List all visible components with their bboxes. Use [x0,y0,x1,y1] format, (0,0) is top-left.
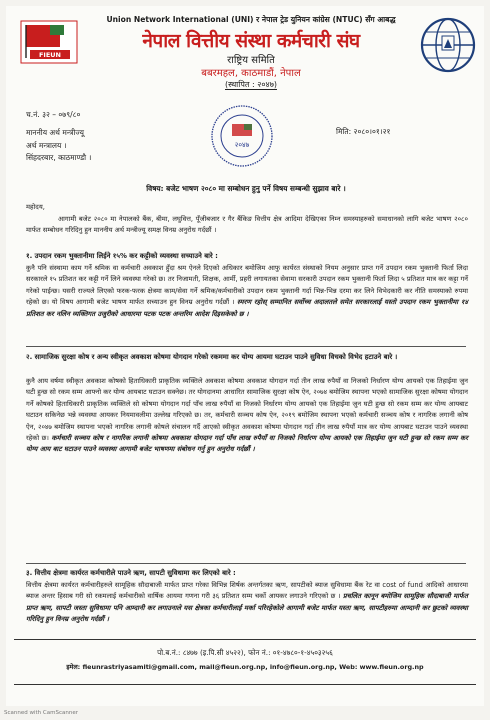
affiliation-line: Union Network International (UNI) र नेपाल ट्रेड युनियन कांग्रेस (NTUC) सँग आबद्ध [106,15,396,24]
globe-emblem-icon [416,14,480,76]
letter-subject: विषय: बजेट भाषण २०८० मा सम्बोधन हुनु पर्ने विषय सम्बन्धी सुझाव बारे । [146,184,346,193]
addressee-line: सिंहदरबार, काठमाण्डौ । [26,153,92,162]
section-2-text: कुनै आय वर्षमा स्वीकृत अवकाश कोषको हिताधिकारी प्राकृतिक व्यक्तिले अवकाश कोषमा अवकाश योगदान गर्दा तीन लाख रुपैयाँ वा निजको निर्धारण योग्य आयको एक तिहाईमा जुन घटी हुन्छ सो रकम सम्म आफ्नो कर योग्य आयबाट घटाउन सक्नेछ। तर योगदानमा आधारित सामाजिक सुरक्षा कोष ऐन, २०७४ बमोजिम स्थापना भएको सामाजिक सुरक्षा कोषमा योगदान गर्ने कोषको हिताधिकारी प्राकृतिक व्यक्तिले सो कोषमा योगदान गर्दा पाँच लाख रुपैयाँ वा निजको निर्धारण योग्य आयको एक तिहाईमा जुन घटी हुन्छ सो रकम सम्म कर योग्य आयबाट घटाउन सकिनेछ भन्ने व्यवस्था आयकर नियमावलीमा उल्लेख गरिएको छ। तर, कर्मचारी सञ्चय कोष ऐन, २०१९ बमोजिम स्थापना भएको कर्मचारी सञ्चय कोष र नागरिक लगानी कोष ऐन, २०४७ बमोजिम स्थापना भएको नागरिक लगानी कोषले संचालन गर्दै आएको स्वीकृत अवकाश कोषमा योगदान गर्दा तीन लाख रुपैयाँ मात्र कर योग्य आयबाट घटाउन पाउने व्यवस्था रहेको छ। [26,377,468,443]
section-2-emphasis: कर्मचारी सञ्चय कोष र नागरिक लगानी कोषमा अवकाश योगदान गर्दा पाँच लाख रुपैयाँ वा निजको निर्धारण योग्य आयको एक तिहाईमा जुन घटी हुन्छ सो रकम सम्म कर योग्य आय बाट घटाउन पाउने व्यवस्था आगामी बजेट भाषणमा संबोधन गर्नु हुन अनुरोध गर्दछौं । [26,434,468,454]
committee-name: राष्ट्रिय समिति [227,55,275,66]
section-divider [26,346,466,347]
official-seal-stamp-icon [210,104,274,168]
letter-page [6,6,484,706]
section-3-heading: ३. वित्तीय क्षेत्रमा कार्यरत कर्मचारीले पाउने ऋण, सापटी सुविधामा कर लिएको बारे : [26,569,236,577]
reference-number: च.नं. ३२ – ०७९/८० [26,110,81,119]
svg-text:FIEUN: FIEUN [38,51,62,59]
section-1-emphasis: स्मरण रहोस् सम्मानित सर्वोच्च अदालतले समेत सरकारलाई यस्तो उपदान रकम भुक्तानीमा १४ प्रतिशत कर नलिन व्यक्तिगत उजुरीको आधारमा पटक पटक अन्तरिम आदेश दिइसकेको छ । [26,298,468,318]
addressee-line: अर्थ मन्त्रालय । [26,140,67,150]
svg-text:२०४७: २०४७ [234,141,250,149]
section-divider [26,563,466,564]
footer-contact: पो.ब.नं.: ८४७७ (इ.पि.सी ४५२२), फोन नं.: ०१-४७८०-१-४५०३२५६ [157,648,333,657]
section-3-text: वित्तीय क्षेत्रमा कार्यरत कर्मचारीहरुले सामूहिक सौदाबाजी मार्फत प्राप्त गरेका विभिन्न शिर्षक अन्तर्गतका ऋण, सापटीको ब्याज सुविधामा बैंक रेट वा cost of fund आदिको आधारमा ब्याज अन्तर हिसाब गरी सो रकमलाई कर्मचारीको वार्षिक आयमा गणना गरी ३६ प्रतिशत सम्म चर्को आयकर लगाउने गरिएको छ । [26,581,468,601]
section-2-heading: २. सामाजिक सुरक्षा कोष र अन्य स्वीकृत अवकाश कोषमा योगदान गरेको रकममा कर योग्य आयमा घटाउन पाउने सुविधा विचको विभेद हटाउने बारे । [26,353,398,361]
salutation: महोदय, [26,203,45,211]
section-1-text: कुनै पनि संस्थामा काम गर्ने श्रमिक वा कर्मचारी अवकाश हुँदा श्रम ऐनले दिएको अधिकार बमोजिम आफु कार्यरत संस्थाको नियम अनुसार प्राप्त गर्ने उपदान रकम भुक्तानी फिर्ता लिदा सरकारले १५ प्रतिशत कर कट्टी गर्ने लिने व्यवस्था गरेको छ। तर निजामती, शिक्षक, आर्मी, प्रहरी लगायतका सेवामा सरकारी उपदान रकम भुक्तानी फिर्ता लिदा ५ प्रतिशत मात्र कर कट्टा गर्ने गरेको पाईन्छ। यसरी राज्यले लिएको फरक-फरक क्षेत्रमा काम/सेवा गर्ने श्रमिक/कर्मचारीको उपदान रकम भुक्तानी गर्दा भिन्न-भिन्न दरमा कर लिने विभेदकारी कर नीति समस्याको रुपमा रहेको छ। यो विषय आगामी बजेट भाषण मार्फत सच्याउन हुन विनम्र अनुरोध गर्दछौं । [26,264,468,307]
fieun-flag-logo-icon [20,20,78,64]
section-1-heading: १. उपदान रकम भुक्तानीमा लिईने १५% कर कट्टीको व्यवस्था सच्याउने बारे : [26,252,218,260]
section-3-emphasis: प्रचलित कानून बमोजिम सामूहिक सौदाबाजी मार्फत प्राप्त ऋण, सापटी जस्ता सुविधामा पनि आम्दानी कर लगाउनाले यस क्षेत्रका कर्मचारीलाई मर्का परिरहेकोले आगामी बजेट मार्फत यस्ता ऋण, सापटीहरुमा आम्दानी कर छुटको व्यवस्था गरिदिनु हुन विनम्र अनुरोध गर्दछौं । [26,592,468,624]
section-1-body [26,263,468,320]
footer-email-web: इमेल: fieunrastriyasamiti@gmail.com, mail@fieun.org.np, info@fieun.org.np, Web: www.fieun.org.np [66,663,424,671]
letter-date: मिति: २०८०।०१।२१ [336,127,391,136]
scanner-watermark: Scanned with CamScanner [4,710,78,716]
section-3-body [26,580,468,626]
intro-paragraph: आगामी बजेट २०८० मा नेपालको बैंक, बीमा, लघुवित्त, पूँजीबजार र गैर बैंकिङ वित्तीय क्षेत्र आदिमा देखिएका निम्न समस्याहरुको समाधानको लागि बजेट भाषण २०८० मार्फत सम्बोधन गरिदिनु हुन माननीय अर्थ मन्त्रीज्यू समक्ष विनम्र अनुरोध गर्दछौं । [26,215,468,235]
established-year: (स्थापित : २०४७) [225,80,277,89]
addressee-block [26,127,91,165]
section-2-body [26,376,468,456]
organization-address: बबरमहल, काठमाडौं, नेपाल [201,68,301,79]
addressee-line: माननीय अर्थ मन्त्रीज्यू [26,128,84,137]
organization-title: नेपाल वित्तीय संस्था कर्मचारी संघ [142,30,360,52]
